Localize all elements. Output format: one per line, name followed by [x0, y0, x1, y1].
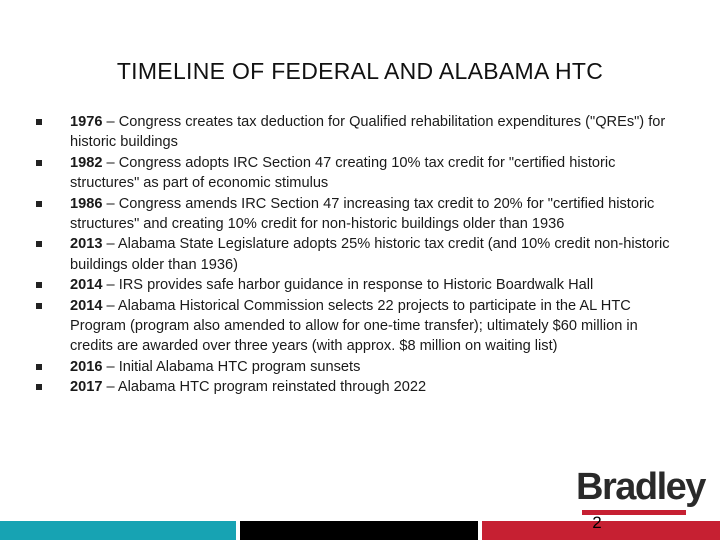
bullet-text: – Congress adopts IRC Section 47 creating 10% tax credit for "certified historic structures" as part of economic stimulus [70, 154, 616, 192]
bullet-text: – Alabama State Legislature adopts 25% historic tax credit (and 10% credit non-historic buildings older than 1936) [70, 236, 670, 273]
list-item [36, 357, 676, 377]
bullet-text: – Congress creates tax deduction for Qualified rehabilitation expenditures ("QREs") for historic buildings [70, 114, 666, 151]
bullet-year: 2013 [70, 236, 103, 253]
list-item [36, 153, 676, 194]
list-item [36, 377, 676, 397]
bullet-year: 1976 [70, 114, 103, 130]
page-number: 2 [592, 513, 602, 532]
square-bullet-icon [36, 241, 42, 247]
bullet-year: 2017 [70, 379, 103, 396]
bullet-year: 1986 [70, 195, 103, 212]
list-item [36, 194, 676, 235]
bullet-year: 2016 [70, 358, 103, 375]
list-item [36, 112, 676, 153]
bullet-year: 1982 [70, 154, 103, 171]
list-item [36, 234, 676, 275]
footer-teal-bar [0, 521, 236, 540]
slide-title: TIMELINE OF FEDERAL AND ALABAMA HTC [116, 58, 604, 84]
square-bullet-icon [36, 160, 42, 166]
square-bullet-icon [36, 201, 42, 207]
bullet-year: 2014 [70, 277, 103, 294]
bullet-text: – Alabama HTC program reinstated through 2022 [102, 379, 427, 396]
square-bullet-icon [36, 119, 42, 125]
square-bullet-icon [36, 303, 42, 309]
list-item [36, 275, 676, 295]
square-bullet-icon [36, 282, 42, 288]
bullet-text: – Alabama Historical Commission selects 22 projects to participate in the AL HTC Program (program also amended to allow for one-time transfer); ultimately $60 million in credits are awarded over three years (with approx. $8 million on waiting list) [70, 297, 638, 355]
bradley-logo: Bradley [576, 466, 705, 508]
timeline-list [36, 112, 676, 398]
bullet-text: – IRS provides safe harbor guidance in response to Historic Boardwalk Hall [102, 277, 594, 294]
square-bullet-icon [36, 384, 42, 390]
bullet-text: – Congress amends IRC Section 47 increasing tax credit to 20% for "certified historic structures" and creating 10% credit for non-historic buildings older than 1936 [70, 195, 655, 233]
bullet-year: 2014 [70, 297, 103, 314]
footer-black-bar [240, 521, 478, 540]
bullet-text: – Initial Alabama HTC program sunsets [102, 358, 361, 375]
square-bullet-icon [36, 364, 42, 370]
list-item [36, 296, 676, 357]
